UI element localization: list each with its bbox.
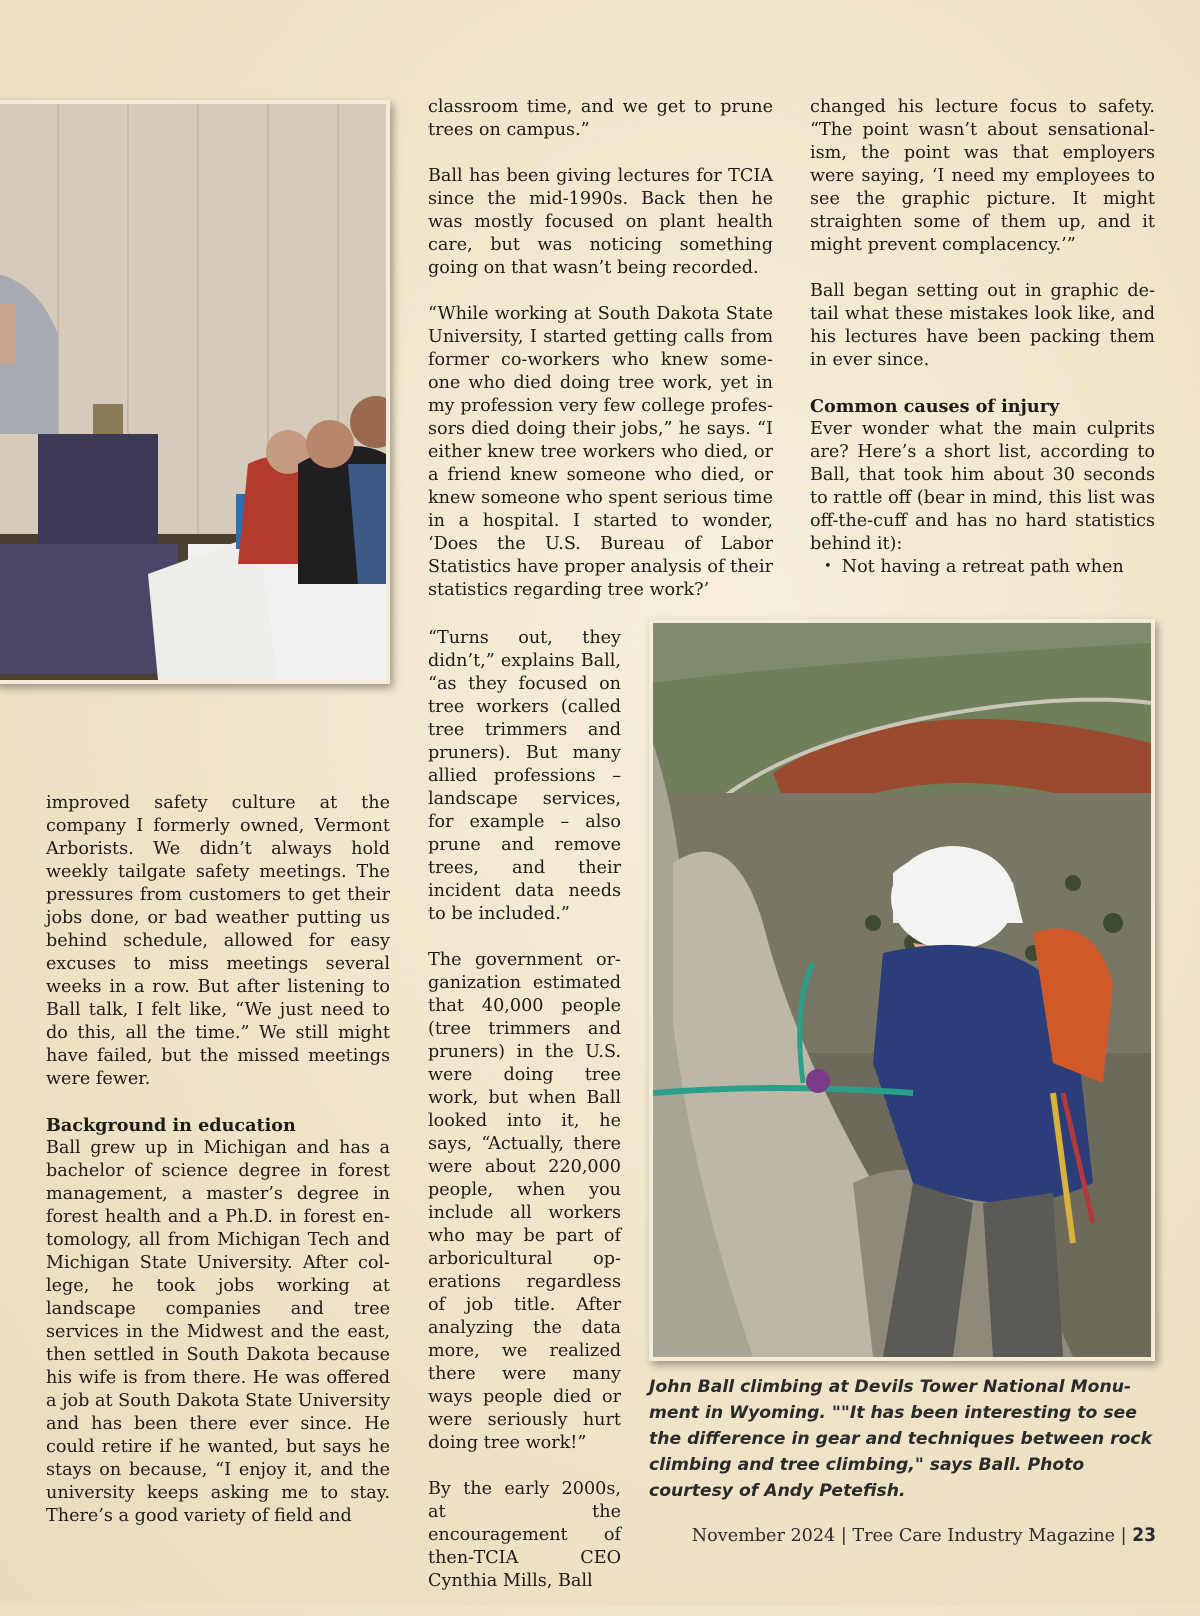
- page-number: 23: [1132, 1524, 1156, 1546]
- section-heading-background: Background in education: [46, 1115, 296, 1136]
- body-paragraph: improved safety culture at the company I formerly owned, Vermont Arborists. We didn’t always hold weekly tailgate safety meetings. The pressures from customers to get their jobs done, or bad weather putting us behind schedule, allowed for easy excuses to miss meetings several weeks in a row. But after listening to Ball talk, I felt like, “We just need to do this, all the time.” We still might have failed, but the missed meetings were fewer.: [46, 793, 390, 1089]
- photo-caption: John Ball climbing at Devils Tower National Monument in Wyoming. ""It has been interesting to see the difference in gear and techniques between rock climbing and tree climbing," says Ball. Photo courtesy of Andy Petefish.: [649, 1377, 1153, 1501]
- body-paragraph: Ball began setting out in graphic detail what these mistakes look like, and his lectures have been packing them in ever since.: [810, 281, 1155, 370]
- column-middle-narrow: [428, 627, 621, 1616]
- list-item: • Not having a retreat path when: [824, 556, 1155, 580]
- lecture-photo: [0, 100, 390, 684]
- injury-causes-list: [810, 556, 1155, 580]
- body-paragraph: changed his lecture focus to safety. “The point wasn’t about sensationalism, the point was that employers were saying, ‘I need my employees to see the graphic picture. It might straighten some of them up, and it might prevent complacency.’”: [810, 97, 1155, 255]
- column-right-top: [810, 96, 1155, 580]
- page-footer: [692, 1524, 1156, 1546]
- body-paragraph: By the early 2000s, at the encouragement of then-TCIA CEO Cynthia Mills, Ball: [428, 1479, 621, 1591]
- section-heading-causes: Common causes of injury: [810, 396, 1060, 417]
- column-middle-top: [428, 96, 773, 625]
- column-left: [46, 792, 390, 1551]
- footer-text: November 2024 | Tree Care Industry Magazine |: [691, 1526, 1133, 1546]
- body-paragraph: Ball grew up in Michigan and has a bachelor of science degree in forest management, a master’s degree in forest health and a Ph.D. in forest entomology, all from Michigan Tech and Michigan State University. After college, he took jobs working at landscape companies and tree services in the Midwest and the east, then settled in South Dakota because his wife is from there. He was offered a job at South Dakota State University and has been there ever since. He could retire if he wanted, but says he stays on because, “I enjoy it, and the university keeps asking me to stay. There’s a good variety of field and: [46, 1138, 391, 1526]
- climbing-photo: [649, 619, 1155, 1361]
- body-paragraph: “While working at South Dakota State University, I started getting calls from former co-workers who knew someone who died doing tree work, yet in my profession very few college professors died doing their jobs,” he says. “I either knew tree workers who died, or a friend knew someone who died, or knew someone who spent serious time in a hospital. I started to wonder, ‘Does the U.S. Bureau of Labor Statistics have proper analysis of their statistics regarding tree work?’: [428, 304, 773, 600]
- climbing-photo-illustration: [653, 623, 1151, 1357]
- body-paragraph: classroom time, and we get to prune trees on campus.”: [428, 97, 773, 140]
- lecture-photo-illustration: [0, 104, 386, 680]
- body-paragraph: Ever wonder what the main culprits are? Here’s a short list, according to Ball, that took him about 30 seconds to rattle off (bear in mind, this list was off-the-cuff and has no hard statistics behind it):: [810, 419, 1155, 554]
- body-paragraph: “Turns out, they didn’t,” explains Ball, “as they focused on tree workers (called tree trimmers and pruners). But many allied professions – landscape services, for example – also prune and remove trees, and their incident data needs to be included.”: [428, 628, 621, 924]
- body-paragraph: Ball has been giving lectures for TCIA since the mid-1990s. Back then he was mostly focused on plant health care, but was noticing something going on that wasn’t being recorded.: [428, 166, 773, 278]
- body-paragraph: The government organization estimated that 40,000 people (tree trimmers and pruners) in the U.S. were doing tree work, but when Ball looked into it, he says, “Actually, there were about 220,000 people, when you include all workers who may be part of arboricultural operations regardless of job title. After analyzing the data more, we realized there were many ways people died or were seriously hurt doing tree work!”: [428, 950, 621, 1453]
